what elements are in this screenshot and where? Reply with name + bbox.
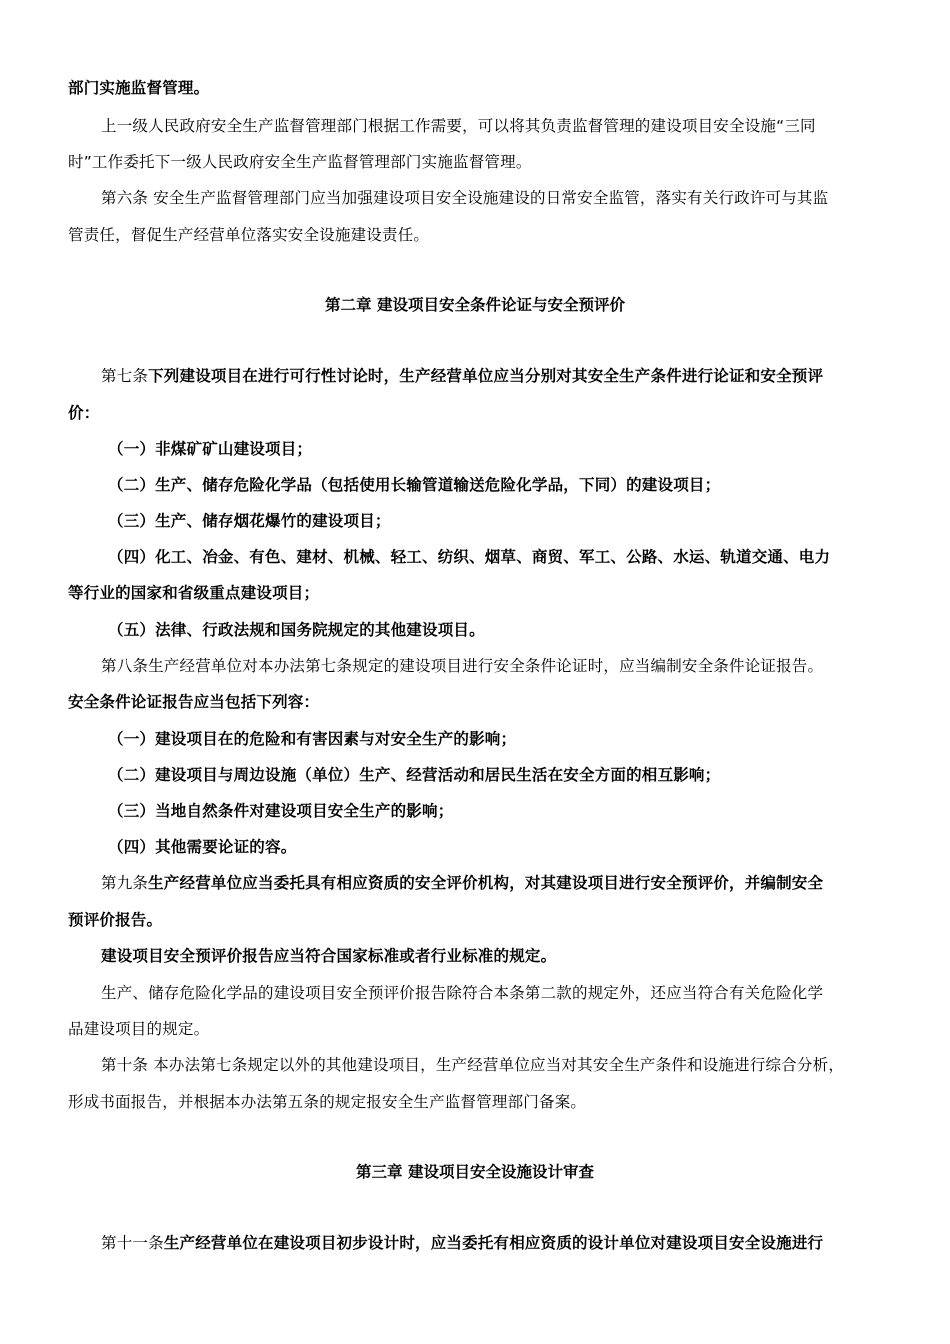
article-text: 下列建设项目在进行可行性讨论时，生产经营单位应当分别对其安全生产条件进行论证和安全预评 xyxy=(148,367,824,385)
chapter-heading: 第二章 建设项目安全条件论证与安全预评价 xyxy=(325,296,625,314)
list-item: （二）生产、储存危险化学品（包括使用长输管道输送危险化学品，下同）的建设项目； xyxy=(108,476,721,494)
list-item: （一）非煤矿矿山建设项目； xyxy=(108,440,313,458)
paragraph-line: 第六条 安全生产监督管理部门应当加强建设项目安全设施建设的日常安全监管，落实有关行政许可与其监 xyxy=(101,189,829,207)
paragraph-line: 第八条生产经营单位对本办法第七条规定的建设项目进行安全条件论证时，应当编制安全条件论证报告。 xyxy=(101,657,824,675)
article-number: 第十一条 xyxy=(101,1234,164,1252)
list-item-continuation: 等行业的国家和省级重点建设项目； xyxy=(68,584,320,602)
paragraph-line: 上一级人民政府安全生产监督管理部门根据工作需要，可以将其负责监督管理的建设项目安全设施“三同 xyxy=(101,117,816,135)
paragraph-line: 形成书面报告，并根据本办法第五条的规定报安全生产监督管理部门备案。 xyxy=(68,1093,587,1111)
article-text: 生产经营单位在建设项目初步设计时，应当委托有相应资质的设计单位对建设项目安全设施进行 xyxy=(163,1234,824,1252)
paragraph-line: 时”工作委托下一级人民政府安全生产监督管理部门实施监督管理。 xyxy=(68,153,532,171)
list-item: （四）其他需要论证的容。 xyxy=(108,838,297,856)
list-item: （一）建设项目在的危险和有害因素与对安全生产的影响； xyxy=(108,730,517,748)
list-item: （三）生产、储存烟花爆竹的建设项目； xyxy=(108,512,391,530)
article-line xyxy=(101,873,823,893)
paragraph-line: 价： xyxy=(68,404,100,422)
list-item: （二）建设项目与周边设施（单位）生产、经营活动和居民生活在安全方面的相互影响； xyxy=(108,766,721,784)
article-line xyxy=(101,1233,823,1253)
paragraph-line: 第十条 本办法第七条规定以外的其他建设项目，生产经营单位应当对其安全生产条件和设施进行综合分析， xyxy=(101,1056,845,1074)
article-line xyxy=(101,366,823,386)
list-item: （五）法律、行政法规和国务院规定的其他建设项目。 xyxy=(108,621,485,639)
article-number: 第七条 xyxy=(101,367,149,385)
list-item: （三）当地自然条件对建设项目安全生产的影响； xyxy=(108,802,454,820)
article-number: 第九条 xyxy=(101,874,149,892)
paragraph-line: 建设项目安全预评价报告应当符合国家标准或者行业标准的规定。 xyxy=(101,947,557,965)
paragraph-line: 预评价报告。 xyxy=(68,911,163,929)
chapter-heading: 第三章 建设项目安全设施设计审查 xyxy=(356,1163,594,1181)
article-text: 生产经营单位应当委托具有相应资质的安全评价机构，对其建设项目进行安全预评价，并编制安全 xyxy=(148,874,824,892)
list-item: （四）化工、冶金、有色、建材、机械、轻工、纺织、烟草、商贸、军工、公路、水运、轨道交通、电力 xyxy=(108,548,831,566)
paragraph-line: 品建设项目的规定。 xyxy=(68,1020,210,1038)
paragraph-line: 生产、储存危险化学品的建设项目安全预评价报告除符合本条第二款的规定外，还应当符合有关危险化学 xyxy=(101,984,824,1002)
paragraph-line: 安全条件论证报告应当包括下列容： xyxy=(68,693,320,711)
paragraph-line: 管责任，督促生产经营单位落实安全设施建设责任。 xyxy=(68,226,430,244)
paragraph-line: 部门实施监督管理。 xyxy=(68,79,210,97)
